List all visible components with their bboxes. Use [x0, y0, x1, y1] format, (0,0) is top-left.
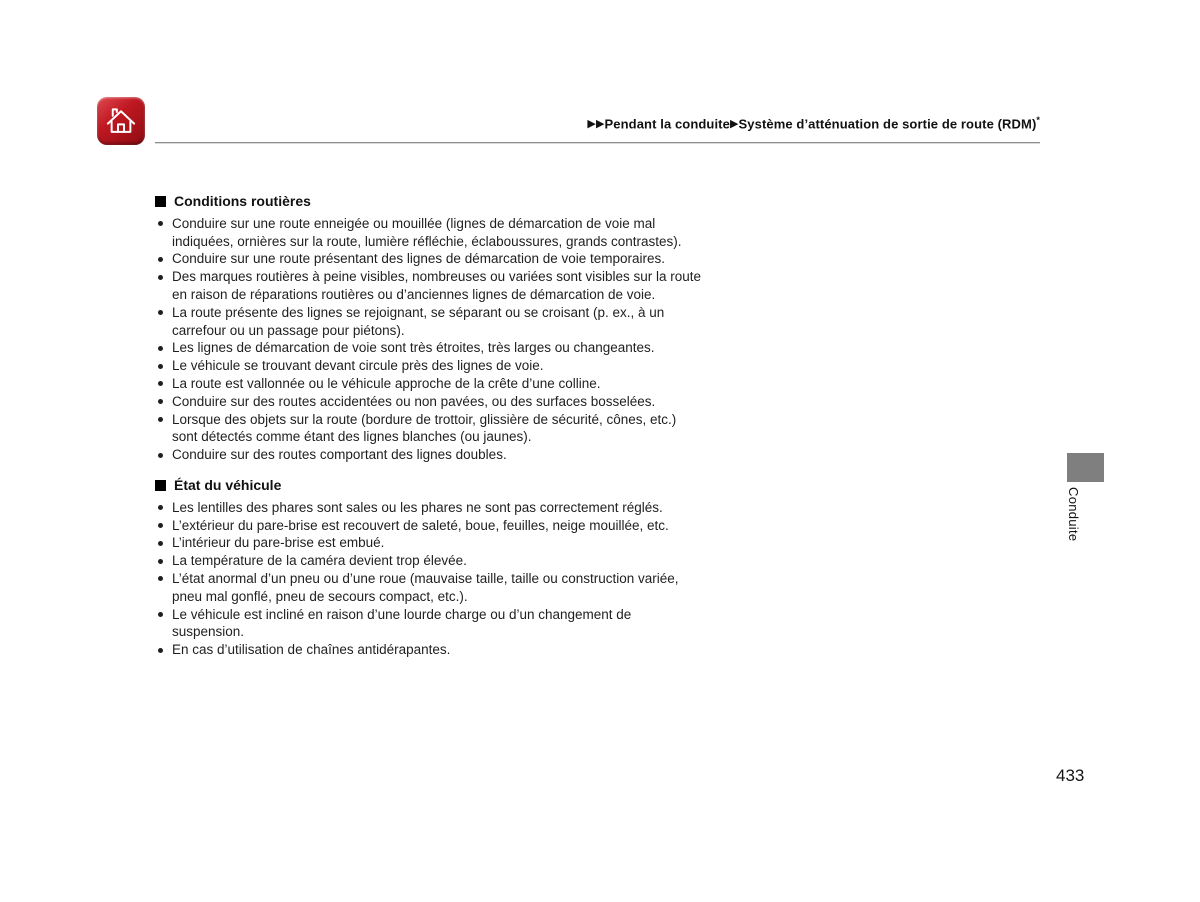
section-title-text: Conditions routières — [174, 193, 311, 209]
list-item: Lorsque des objets sur la route (bordure de trottoir, glissière de sécurité, cônes, etc.) sont détectés comme étant des lignes blanches (ou jaunes). — [155, 411, 703, 447]
footnote-asterisk: * — [1036, 115, 1040, 125]
home-icon — [103, 103, 139, 139]
list-item: Le véhicule se trouvant devant circule près des lignes de voie. — [155, 357, 703, 375]
section-vehicle-state — [155, 477, 703, 659]
bullet-list — [155, 499, 703, 659]
breadcrumb-link-current[interactable]: Système d’atténuation de sortie de route (RDM) — [738, 116, 1037, 132]
list-item: L’état anormal d’un pneu ou d’une roue (mauvaise taille, taille ou construction variée, pneu mal gonflé, pneu de secours compact, etc.). — [155, 570, 703, 606]
list-item: L’extérieur du pare-brise est recouvert de saleté, boue, feuilles, neige mouillée, etc. — [155, 517, 703, 535]
breadcrumb-arrow-icon: ▶ — [729, 118, 739, 131]
home-button[interactable] — [97, 97, 145, 145]
page-number: 433 — [1056, 766, 1085, 785]
list-item: Conduire sur une route enneigée ou mouillée (lignes de démarcation de voie mal indiquées, ornières sur la route, lumière réfléchie, éclaboussures, grands contrastes). — [155, 215, 703, 251]
list-item: La température de la caméra devient trop élevée. — [155, 552, 703, 570]
list-item: L’intérieur du pare-brise est embué. — [155, 534, 703, 552]
breadcrumb-link-parent[interactable]: Pendant la conduite — [604, 116, 730, 132]
list-item: La route est vallonnée ou le véhicule approche de la crête d’une colline. — [155, 375, 703, 393]
list-item: Des marques routières à peine visibles, nombreuses ou variées sont visibles sur la route en raison de réparations routières ou d’anciennes lignes de démarcation de voie. — [155, 268, 703, 304]
list-item: Le véhicule est incliné en raison d’une lourde charge ou d’un changement de suspension. — [155, 606, 703, 642]
header-divider — [155, 142, 1040, 144]
list-item: La route présente des lignes se rejoignant, se séparant ou se croisant (p. ex., à un carrefour ou un passage pour piétons). — [155, 304, 703, 340]
list-item: Conduire sur une route présentant des lignes de démarcation de voie temporaires. — [155, 250, 703, 268]
bullet-list — [155, 215, 703, 464]
page-content — [155, 193, 703, 659]
list-item: Conduire sur des routes accidentées ou non pavées, ou des surfaces bosselées. — [155, 393, 703, 411]
list-item: Conduire sur des routes comportant des lignes doubles. — [155, 446, 703, 464]
chapter-tab-label[interactable]: Conduite — [1066, 487, 1081, 542]
breadcrumb-arrows-icon: ▶▶ — [587, 118, 605, 131]
list-item: En cas d’utilisation de chaînes antidérapantes. — [155, 641, 703, 659]
section-heading — [155, 477, 703, 495]
section-road-conditions — [155, 193, 703, 464]
list-item: Les lentilles des phares sont sales ou les phares ne sont pas correctement réglés. — [155, 499, 703, 517]
list-item: Les lignes de démarcation de voie sont très étroites, très larges ou changeantes. — [155, 339, 703, 357]
section-marker-icon — [155, 480, 166, 491]
chapter-tab[interactable] — [1067, 453, 1104, 482]
section-marker-icon — [155, 196, 166, 207]
section-title-text: État du véhicule — [174, 476, 282, 493]
breadcrumb — [587, 115, 1040, 131]
section-heading — [155, 193, 703, 211]
